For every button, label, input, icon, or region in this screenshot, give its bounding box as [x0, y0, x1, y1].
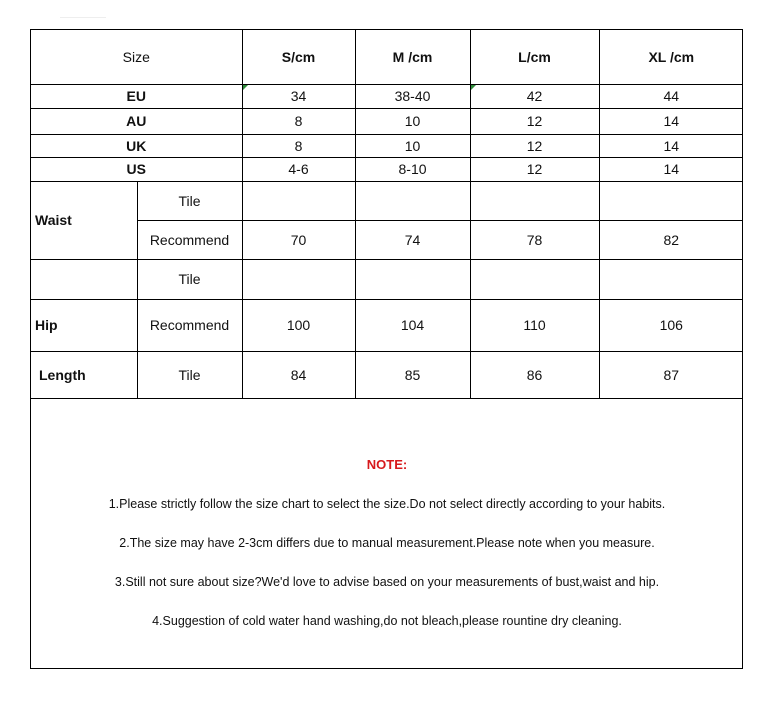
table-cell: 42: [470, 84, 599, 108]
notes-section: [31, 399, 743, 628]
table-cell: 12: [470, 157, 599, 181]
table-cell: [599, 181, 743, 220]
recommend-label: Recommend: [137, 220, 242, 259]
hip-label: Hip: [31, 299, 137, 351]
table-cell: 8-10: [355, 157, 470, 181]
table-cell: [470, 181, 599, 220]
table-cell: 104: [355, 299, 470, 351]
size-table: [31, 30, 743, 399]
table-cell: 14: [599, 157, 743, 181]
recommend-label: Recommend: [137, 299, 242, 351]
table-cell: 78: [470, 220, 599, 259]
table-cell: [242, 181, 355, 220]
table-cell: [242, 259, 355, 299]
table-cell: [355, 181, 470, 220]
tile-label: Tile: [137, 351, 242, 398]
table-cell: 8: [242, 108, 355, 134]
table-cell: 106: [599, 299, 743, 351]
table-cell: 100: [242, 299, 355, 351]
region-row-eu: [31, 84, 743, 108]
tile-label: Tile: [137, 181, 242, 220]
table-cell: 86: [470, 351, 599, 398]
hip-recommend-row: [31, 299, 743, 351]
region-label: UK: [31, 134, 242, 157]
note-line: 3.Still not sure about size?We'd love to advise based on your measurements of bust,waist and hip.: [114, 575, 660, 589]
length-row: [31, 351, 743, 398]
waist-tile-row: [31, 181, 743, 220]
table-cell: 70: [242, 220, 355, 259]
size-chart: [30, 29, 743, 669]
table-cell: 110: [470, 299, 599, 351]
column-header-l: L/cm: [470, 30, 599, 84]
table-cell: [599, 259, 743, 299]
table-cell: 12: [470, 108, 599, 134]
region-row-uk: [31, 134, 743, 157]
column-header-m: M /cm: [355, 30, 470, 84]
region-label: AU: [31, 108, 242, 134]
region-label: US: [31, 157, 242, 181]
table-cell: 4-6: [242, 157, 355, 181]
tile-label: Tile: [137, 259, 242, 299]
waist-recommend-row: [31, 220, 743, 259]
note-line: 1.Please strictly follow the size chart to select the size.Do not select directly according to your habits.: [108, 497, 666, 511]
table-cell: 10: [355, 134, 470, 157]
table-cell: 87: [599, 351, 743, 398]
region-row-au: [31, 108, 743, 134]
faint-top-mark: [60, 17, 106, 22]
note-title: NOTE:: [366, 457, 408, 472]
size-title: Size: [31, 30, 242, 84]
length-label: Length: [31, 351, 137, 398]
table-cell: 74: [355, 220, 470, 259]
table-cell: 84: [242, 351, 355, 398]
column-header-xl: XL /cm: [599, 30, 743, 84]
table-cell: 85: [355, 351, 470, 398]
table-cell: 12: [470, 134, 599, 157]
table-cell: 10: [355, 108, 470, 134]
waist-label: Waist: [31, 181, 137, 259]
table-cell: 38-40: [355, 84, 470, 108]
table-cell: 82: [599, 220, 743, 259]
empty-cell: [31, 259, 137, 299]
table-cell: [355, 259, 470, 299]
table-cell: [470, 259, 599, 299]
note-line: 4.Suggestion of cold water hand washing,do not bleach,please rountine dry cleaning.: [152, 614, 622, 628]
note-line: 2.The size may have 2-3cm differs due to manual measurement.Please note when you measure.: [119, 536, 655, 550]
region-label: EU: [31, 84, 242, 108]
region-row-us: [31, 157, 743, 181]
table-cell: 14: [599, 134, 743, 157]
table-cell: 14: [599, 108, 743, 134]
hip-tile-row: [31, 259, 743, 299]
header-row: [31, 30, 743, 84]
column-header-s: S/cm: [242, 30, 355, 84]
table-cell: 8: [242, 134, 355, 157]
table-cell: 44: [599, 84, 743, 108]
table-cell: 34: [242, 84, 355, 108]
